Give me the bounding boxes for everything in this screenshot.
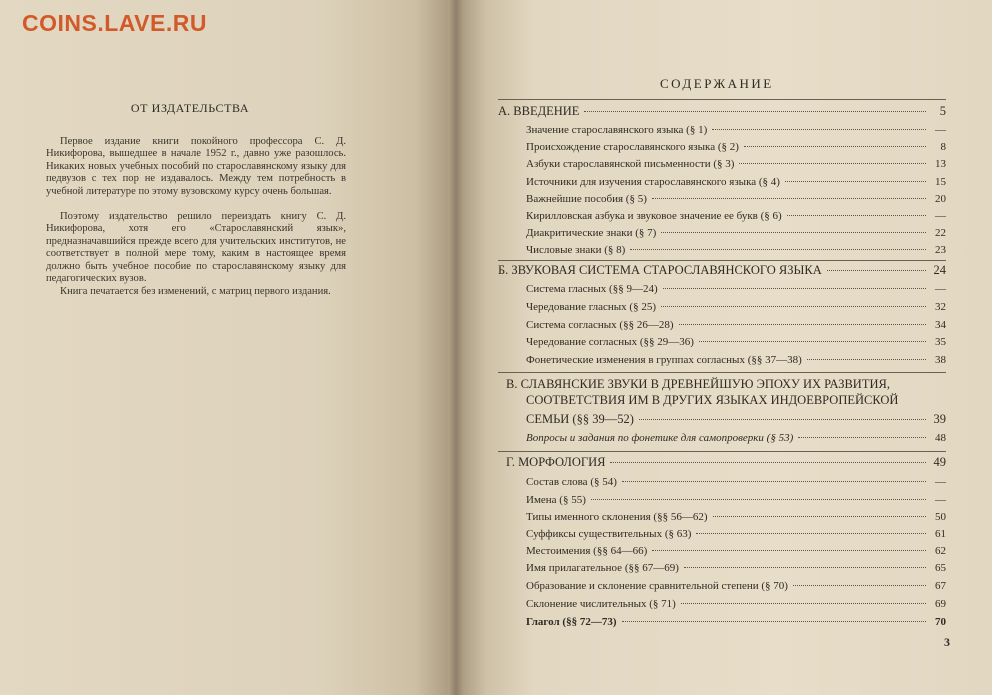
toc-entry [526, 562, 946, 574]
publisher-note-paragraph: Поэтому издательство решило переиздать книгу С. Д. Никифорова, хотя его «Старославянский язык», предназначавшийся прежде всего для учительских институтов, не соответствует в полной мере тому, каким в настоящее время должно быть учебное пособие по старославянскому языку для педагогических вузов. [46, 211, 346, 285]
toc-section-a [498, 104, 946, 119]
toc-section-d [506, 455, 946, 470]
toc-entry-label: Склонение числительных (§ 71) [526, 598, 676, 610]
toc-entry-label: Фонетические изменения в группах согласных (§§ 37—38) [526, 354, 802, 366]
toc-page-number: 70 [935, 616, 946, 628]
toc-divider [498, 451, 946, 452]
toc-entry-label: Чередование согласных (§§ 29—36) [526, 336, 694, 348]
toc-entry [526, 432, 946, 444]
toc-entry-label: Система гласных (§§ 9—24) [526, 283, 658, 295]
toc-entry [526, 336, 946, 348]
toc-page-number: — [935, 210, 946, 222]
toc-dot-leader [699, 341, 926, 342]
toc-entry-label: Суффиксы существительных (§ 63) [526, 528, 692, 540]
toc-page-number: 69 [935, 598, 946, 610]
toc-section-b [498, 263, 946, 278]
toc-page-number: 35 [935, 336, 946, 348]
toc-dot-leader [663, 288, 926, 289]
toc-entry-label: Имена (§ 55) [526, 494, 586, 506]
toc-dot-leader [827, 270, 926, 271]
toc-dot-leader [713, 516, 927, 517]
toc-dot-leader [785, 181, 926, 182]
toc-section-label: Б. ЗВУКОВАЯ СИСТЕМА СТАРОСЛАВЯНСКОГО ЯЗЫКА [498, 263, 822, 277]
toc-entry-label: Глагол (§§ 72—73) [526, 616, 617, 628]
toc-dot-leader [798, 437, 926, 438]
toc-dot-leader [639, 419, 926, 420]
toc-section-c [526, 412, 946, 427]
toc-entry-label: Числовые знаки (§ 8) [526, 244, 626, 256]
toc-page-number: 62 [935, 545, 946, 557]
toc-entry [526, 476, 946, 488]
toc-entry [526, 158, 946, 170]
toc-dot-leader [610, 462, 926, 463]
toc-page-number: — [935, 283, 946, 295]
toc-entry [526, 141, 946, 153]
toc-page-number: 24 [933, 263, 946, 277]
toc-entry [526, 301, 946, 313]
toc-page-number: 13 [935, 158, 946, 170]
toc-entry-label: Имя прилагательное (§§ 67—69) [526, 562, 679, 574]
toc-entry [526, 124, 946, 136]
toc-entry-label: Источники для изучения старославянского языка (§ 4) [526, 176, 780, 188]
toc-entry-label: Значение старославянского языка (§ 1) [526, 124, 708, 136]
toc-page-number: 61 [935, 528, 946, 540]
toc-entry [526, 354, 946, 366]
toc-divider [498, 99, 946, 100]
toc-section-label: Г. МОРФОЛОГИЯ [506, 455, 606, 469]
toc-dot-leader [652, 198, 926, 199]
toc-page-number: 32 [935, 301, 946, 313]
toc-page-number: 20 [935, 193, 946, 205]
toc-dot-leader [622, 481, 926, 482]
toc-entry-label: Вопросы и задания по фонетике для самопроверки (§ 53) [526, 432, 794, 444]
toc-page-number: — [935, 476, 946, 488]
watermark: COINS.LAVE.RU [22, 10, 207, 36]
toc-page-number: 15 [935, 176, 946, 188]
toc-dot-leader [787, 215, 926, 216]
toc-entry [526, 580, 946, 592]
toc-entry-label: Состав слова (§ 54) [526, 476, 617, 488]
toc-entry [526, 545, 946, 557]
toc-entry [526, 244, 946, 256]
toc-page-number: 65 [935, 562, 946, 574]
toc-entry-label: Важнейшие пособия (§ 5) [526, 193, 647, 205]
toc-page-number: 23 [935, 244, 946, 256]
toc-dot-leader [696, 533, 926, 534]
toc-page-number: 49 [933, 455, 946, 469]
page-number: 3 [944, 635, 950, 649]
toc-entry [526, 598, 946, 610]
toc-page-number: 38 [935, 354, 946, 366]
toc-entry [526, 176, 946, 188]
toc-entry [526, 319, 946, 331]
toc-section-label: СЕМЬИ (§§ 39—52) [526, 412, 634, 426]
toc-entry [526, 193, 946, 205]
toc-entry [526, 616, 946, 628]
toc-entry [526, 511, 946, 523]
toc-entry-label: Типы именного склонения (§§ 56—62) [526, 511, 708, 523]
toc-dot-leader [793, 585, 926, 586]
toc-page-number: 39 [933, 412, 946, 426]
toc-entry-label: Система согласных (§§ 26—28) [526, 319, 674, 331]
toc-title: СОДЕРЖАНИЕ [660, 76, 774, 91]
toc-dot-leader [584, 111, 926, 112]
toc-section-label: А. ВВЕДЕНИЕ [498, 104, 580, 118]
toc-entry-label: Диакритические знаки (§ 7) [526, 227, 657, 239]
publisher-note-paragraph: Книга печатается без изменений, с матриц первого издания. [60, 286, 331, 297]
toc-entry [526, 227, 946, 239]
publisher-note-heading: ОТ ИЗДАТЕЛЬСТВА [130, 101, 250, 115]
toc-entry-label: Происхождение старославянского языка (§ 2) [526, 141, 739, 153]
toc-page-number: — [935, 494, 946, 506]
toc-section-c-line: В. СЛАВЯНСКИЕ ЗВУКИ В ДРЕВНЕЙШУЮ ЭПОХУ ИХ РАЗВИТИЯ, [506, 377, 890, 391]
toc-page-number: 50 [935, 511, 946, 523]
toc-divider [498, 372, 946, 373]
toc-page-number: 5 [939, 104, 946, 118]
toc-entry-label: Азбуки старославянской письменности (§ 3) [526, 158, 735, 170]
toc-dot-leader [681, 603, 926, 604]
toc-entry [526, 494, 946, 506]
toc-dot-leader [679, 324, 926, 325]
toc-dot-leader [684, 567, 926, 568]
toc-entry-label: Местоимения (§§ 64—66) [526, 545, 648, 557]
toc-dot-leader [712, 129, 926, 130]
toc-page-number: 8 [940, 141, 946, 153]
toc-dot-leader [807, 359, 926, 360]
toc-page-number: 48 [935, 432, 946, 444]
toc-dot-leader [739, 163, 926, 164]
toc-page-number: 67 [935, 580, 946, 592]
toc-dot-leader [630, 249, 926, 250]
toc-dot-leader [661, 232, 926, 233]
toc-dot-leader [661, 306, 926, 307]
publisher-note-paragraph: Первое издание книги покойного профессора С. Д. Никифорова, вышедшее в начале 1952 г., давно уже разошлось. Никаких новых учебных пособий по старославянскому языку для педвузов с тех пор не издавалось. Между тем потребность в учебной литературе по этому вузовскому курсу очень большая. [46, 136, 346, 197]
toc-entry [526, 528, 946, 540]
toc-entry-label: Чередование гласных (§ 25) [526, 301, 657, 313]
toc-page-number: 34 [935, 319, 946, 331]
toc-dot-leader [622, 621, 926, 622]
toc-entry [526, 283, 946, 295]
toc-entry-label: Образование и склонение сравнительной степени (§ 70) [526, 580, 788, 592]
toc-dot-leader [744, 146, 926, 147]
toc-section-c-line: СООТВЕТСТВИЯ ИМ В ДРУГИХ ЯЗЫКАХ ИНДОЕВРОПЕЙСКОЙ [526, 393, 899, 407]
toc-dot-leader [591, 499, 926, 500]
toc-page-number: 22 [935, 227, 946, 239]
toc-entry-label: Кирилловская азбука и звуковое значение ее букв (§ 6) [526, 210, 782, 222]
toc-dot-leader [652, 550, 926, 551]
toc-entry [526, 210, 946, 222]
toc-page-number: — [935, 124, 946, 136]
toc-divider [498, 260, 946, 261]
book-gutter [448, 0, 464, 695]
